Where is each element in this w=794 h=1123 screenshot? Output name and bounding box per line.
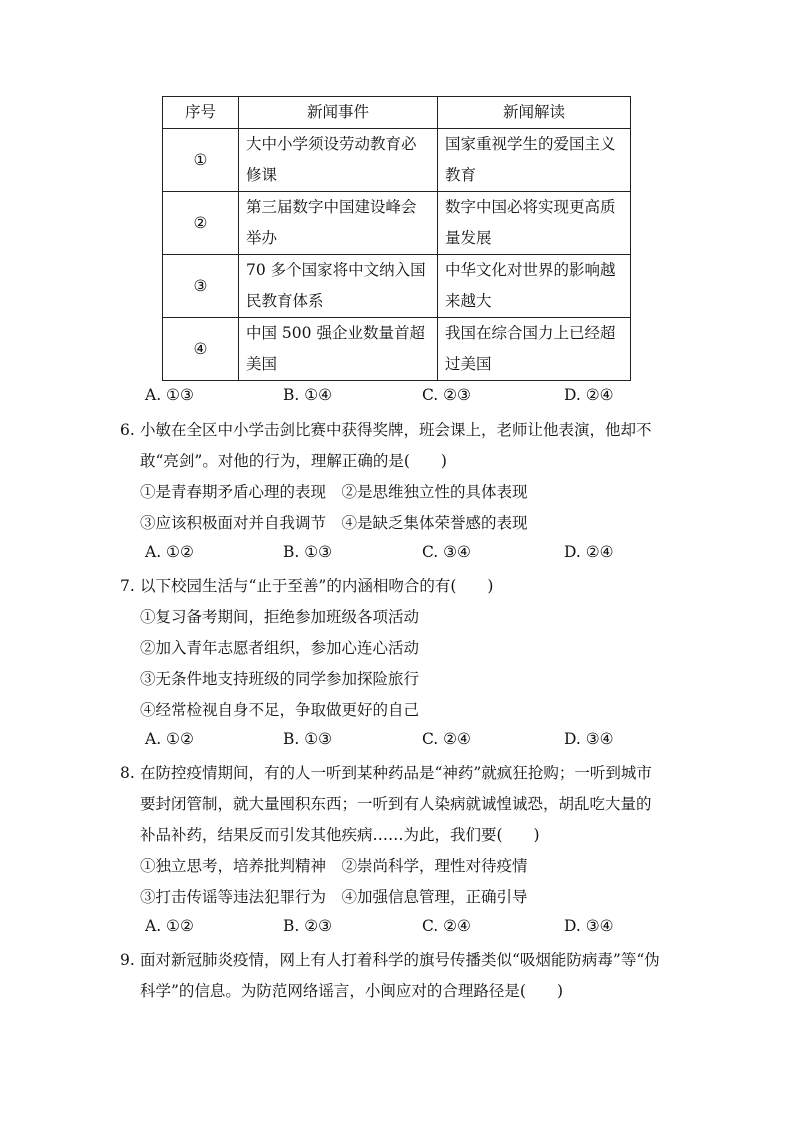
q7-statement: ④经常检视自身不足，争取做更好的自己	[140, 701, 420, 719]
reading-cell: 数字中国必将实现更高质 量发展	[438, 192, 631, 255]
q7-statement: ③无条件地支持班级的同学参加探险旅行	[140, 670, 420, 688]
row-number: ②	[163, 192, 239, 255]
option-b[interactable]: B. ②③	[283, 917, 333, 935]
event-cell: 第三届数字中国建设峰会 举办	[239, 192, 438, 255]
q8-stem-line: 补品补药，结果反而引发其他疾病……为此，我们要( )	[140, 826, 540, 844]
table-row	[163, 318, 631, 381]
q7-statement: ①复习备考期间，拒绝参加班级各项活动	[140, 608, 420, 626]
q8-stem-line: 8. 在防控疫情期间，有的人一听到某种药品是“神药”就疯狂抢购；一听到城市	[120, 764, 652, 782]
option-b[interactable]: B. ①③	[283, 543, 333, 561]
table-row	[163, 255, 631, 318]
option-a[interactable]: A. ①②	[145, 730, 194, 748]
question-number: 9.	[120, 951, 135, 969]
reading-cell: 国家重视学生的爱国主义 教育	[438, 129, 631, 192]
q7-stem-line: 7. 以下校园生活与“止于至善”的内涵相吻合的有( )	[120, 577, 494, 595]
reading-cell: 中华文化对世界的影响越 来越大	[438, 255, 631, 318]
option-d[interactable]: D. ②④	[564, 386, 614, 404]
q8-statement: ③打击传谣等违法犯罪行为 ④加强信息管理，正确引导	[140, 888, 528, 906]
news-table	[162, 96, 631, 381]
reading-cell: 我国在综合国力上已经超 过美国	[438, 318, 631, 381]
q8-statement: ①独立思考，培养批判精神 ②崇尚科学，理性对待疫情	[140, 857, 528, 875]
q8-stem-line: 要封闭管制，就大量囤积东西；一听到有人染病就诚惶诚恐，胡乱吃大量的	[140, 795, 652, 813]
event-cell: 大中小学须设劳动教育必 修课	[239, 129, 438, 192]
option-a[interactable]: A. ①②	[145, 917, 194, 935]
option-c[interactable]: C. ②④	[422, 730, 471, 748]
q6-statement: ①是青春期矛盾心理的表现 ②是思维独立性的具体表现	[140, 483, 528, 501]
option-d[interactable]: D. ②④	[564, 543, 614, 561]
option-c[interactable]: C. ②③	[422, 386, 471, 404]
question-number: 6.	[120, 421, 135, 439]
option-a[interactable]: A. ①③	[145, 386, 194, 404]
table-header-row	[163, 97, 631, 129]
q6-stem-line: 敢“亮剑”。对他的行为，理解正确的是( )	[140, 452, 447, 470]
header-index: 序号	[163, 97, 239, 129]
option-a[interactable]: A. ①②	[145, 543, 194, 561]
option-b[interactable]: B. ①③	[283, 730, 333, 748]
q9-stem-line: 科学”的信息。为防范网络谣言，小闽应对的合理路径是( )	[140, 982, 564, 1000]
header-reading: 新闻解读	[438, 97, 631, 129]
question-number: 7.	[120, 577, 135, 595]
option-c[interactable]: C. ③④	[422, 543, 471, 561]
row-number: ①	[163, 129, 239, 192]
table-row	[163, 192, 631, 255]
q6-stem-line: 6. 小敏在全区中小学击剑比赛中获得奖牌，班会课上，老师让他表演，他却不	[120, 421, 652, 439]
q7-statement: ②加入青年志愿者组织，参加心连心活动	[140, 639, 420, 657]
event-cell: 70 多个国家将中文纳入国 民教育体系	[239, 255, 438, 318]
q6-statement: ③应该积极面对并自我调节 ④是缺乏集体荣誉感的表现	[140, 514, 528, 532]
row-number: ③	[163, 255, 239, 318]
option-c[interactable]: C. ②④	[422, 917, 471, 935]
option-d[interactable]: D. ③④	[564, 730, 614, 748]
q9-stem-line: 9. 面对新冠肺炎疫情，网上有人打着科学的旗号传播类似“吸烟能防病毒”等“伪	[120, 951, 660, 969]
question-number: 8.	[120, 764, 135, 782]
option-d[interactable]: D. ③④	[564, 917, 614, 935]
option-b[interactable]: B. ①④	[283, 386, 333, 404]
event-cell: 中国 500 强企业数量首超 美国	[239, 318, 438, 381]
header-event: 新闻事件	[239, 97, 438, 129]
row-number: ④	[163, 318, 239, 381]
table-row	[163, 129, 631, 192]
